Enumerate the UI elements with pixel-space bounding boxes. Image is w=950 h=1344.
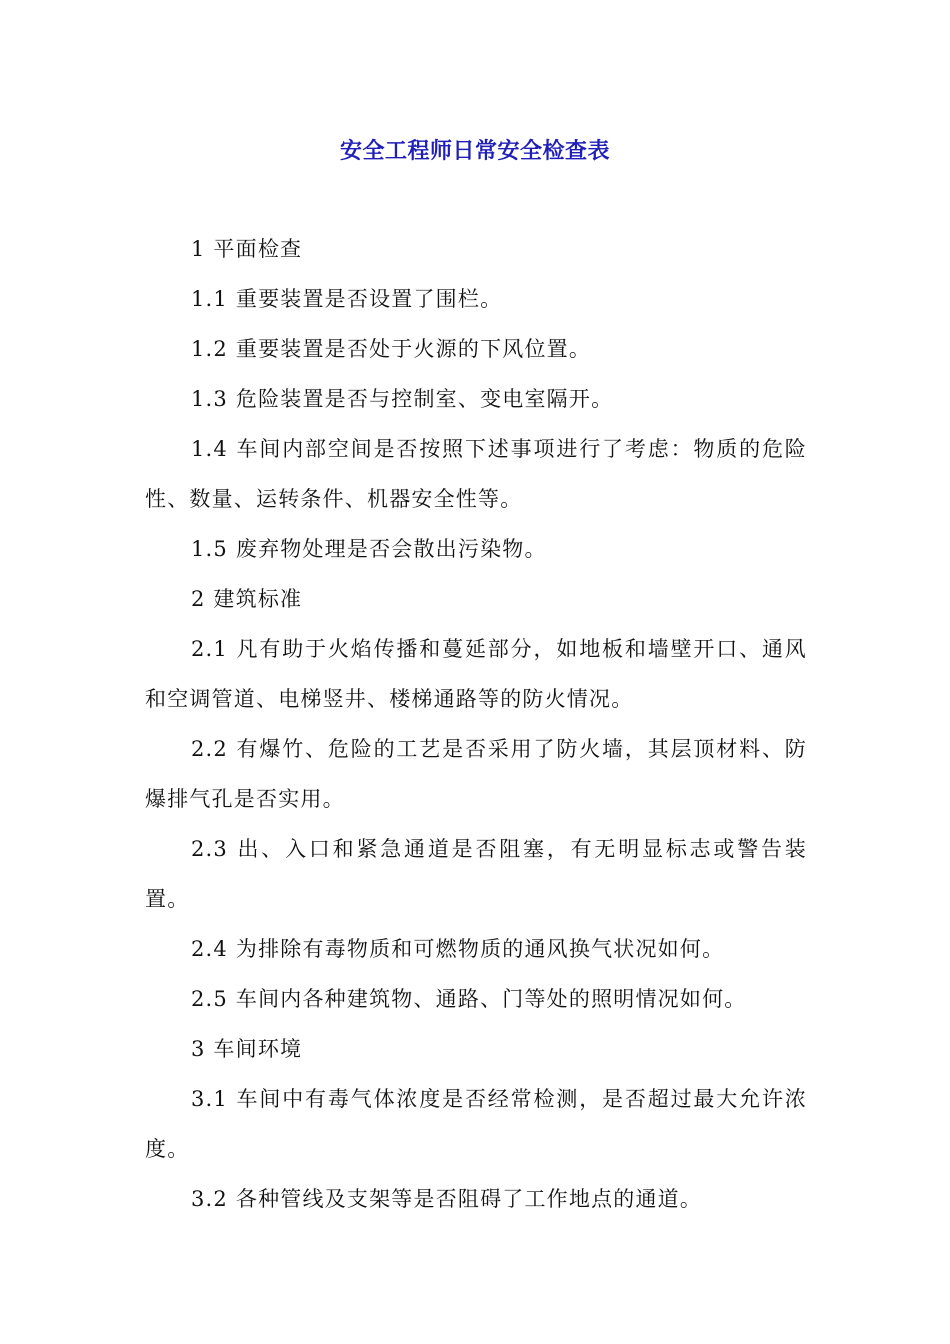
paragraph: 1 平面检查 [191, 237, 303, 261]
document-title: 安全工程师日常安全检查表 [339, 139, 610, 164]
paragraph: 2.3 出、入口和紧急通道是否阻塞，有无明显标志或警告装置。 [145, 837, 807, 911]
paragraph: 1.1 重要装置是否设置了围栏。 [191, 287, 503, 311]
document-body [145, 224, 807, 1224]
paragraph: 2.5 车间内各种建筑物、通路、门等处的照明情况如何。 [191, 987, 747, 1011]
paragraph: 3.2 各种管线及支架等是否阻碍了工作地点的通道。 [191, 1187, 703, 1211]
paragraph: 2.1 凡有助于火焰传播和蔓延部分，如地板和墙壁开口、通风和空调管道、电梯竖井、楼梯通路等的防火情况。 [145, 637, 807, 711]
paragraph: 2.4 为排除有毒物质和可燃物质的通风换气状况如何。 [191, 937, 725, 961]
paragraph: 1.5 废弃物处理是否会散出污染物。 [191, 537, 547, 561]
paragraph: 1.2 重要装置是否处于火源的下风位置。 [191, 337, 592, 361]
paragraph: 3.1 车间中有毒气体浓度是否经常检测，是否超过最大允许浓度。 [145, 1087, 807, 1161]
paragraph: 1.4 车间内部空间是否按照下述事项进行了考虑：物质的危险性、数量、运转条件、机器安全性等。 [145, 437, 807, 511]
paragraph: 1.3 危险装置是否与控制室、变电室隔开。 [191, 387, 614, 411]
paragraph: 3 车间环境 [191, 1037, 303, 1061]
paragraph: 2 建筑标准 [191, 587, 303, 611]
paragraph: 2.2 有爆竹、危险的工艺是否采用了防火墙，其层顶材料、防爆排气孔是否实用。 [145, 737, 807, 811]
